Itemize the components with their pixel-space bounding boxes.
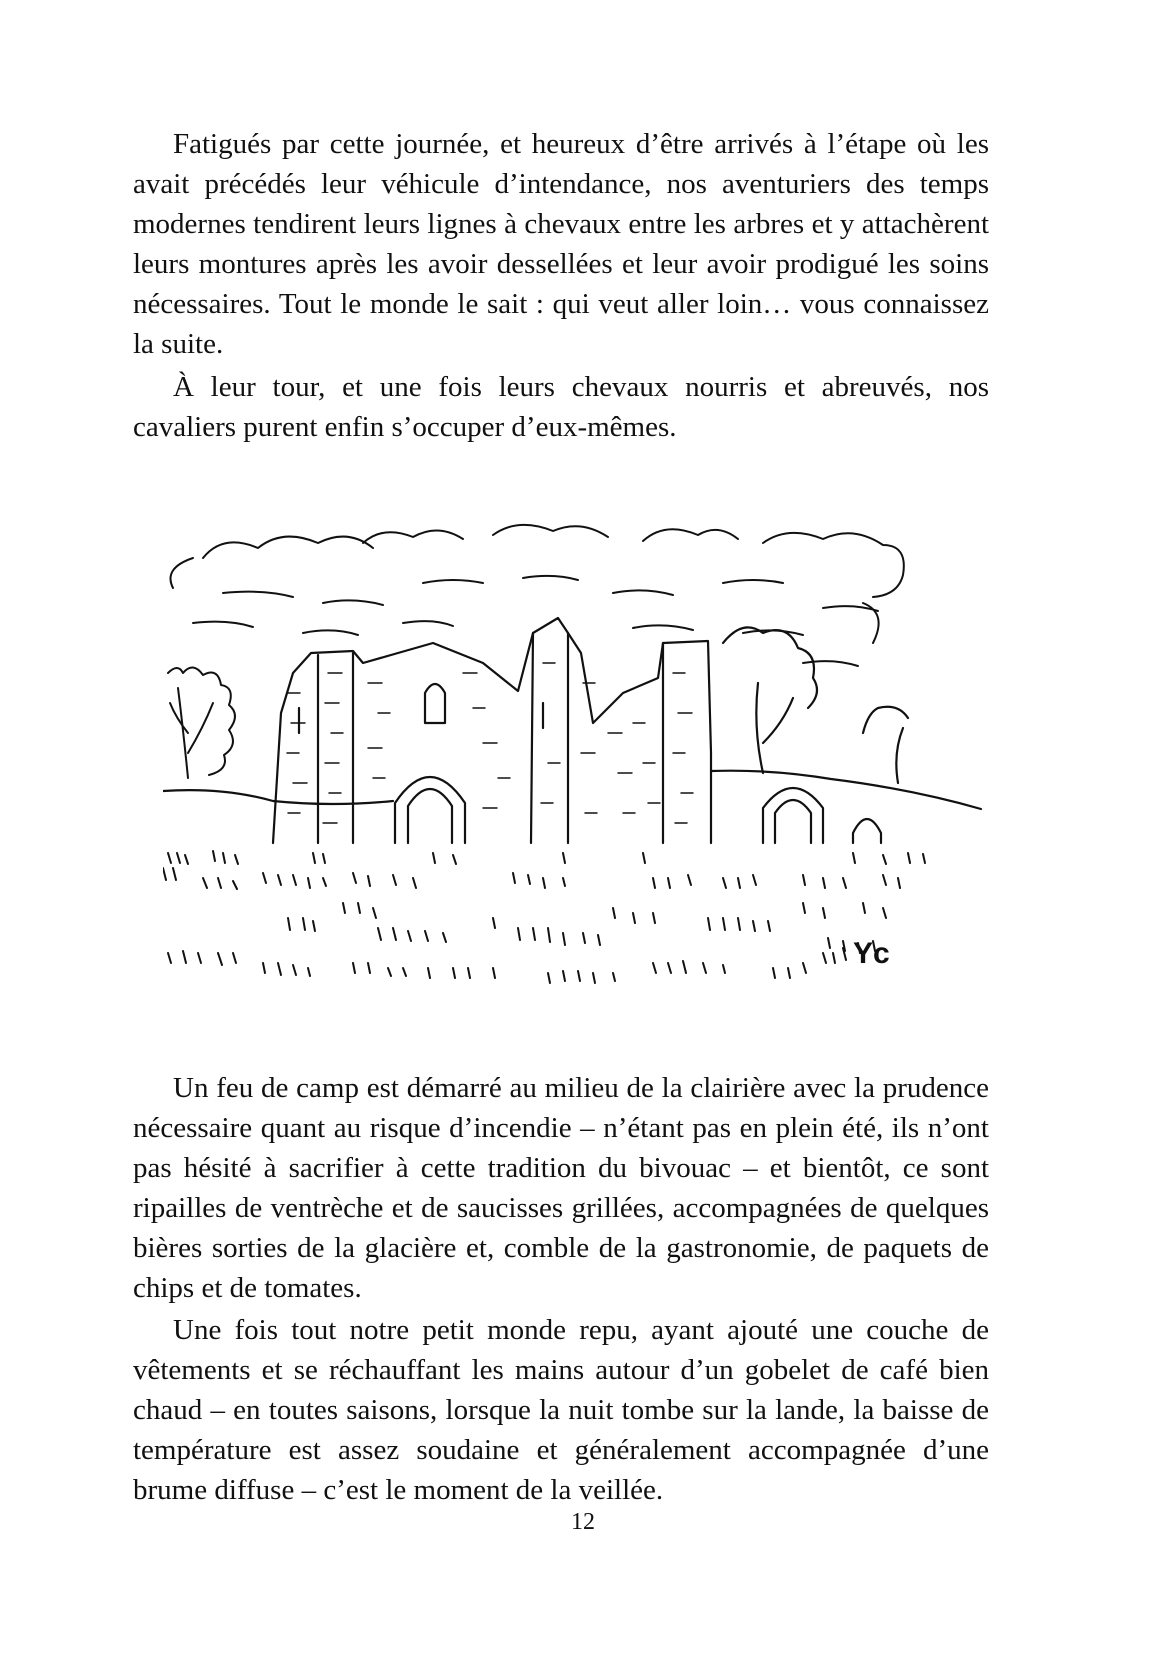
paragraph-4: Une fois tout notre petit monde repu, ayant ajouté une couche de vêtements et se réchauffant les mains autour d’un gobelet de café bien chaud – en toutes saisons, lorsque la nuit tombe sur la lande, la baisse de température est assez soudaine et généralement accompagnée d’une brume diffuse – c’est le moment de la veillée. (133, 1314, 989, 1506)
chapel-ruins-drawing (273, 618, 711, 843)
paragraph-2: À leur tour, et une fois leurs chevaux nourris et abreuvés, nos cavaliers purent enfin s’occuper d’eux-mêmes. (133, 371, 989, 443)
grass-drawing (163, 851, 925, 983)
clouds-drawing (171, 525, 904, 666)
paragraph-3: Un feu de camp est démarré au milieu de la clairière avec la prudence nécessaire quant au risque d’incendie – n’étant pas en plein été, ils n’ont pas hésité à sacrifier à cette tradition du bivouac – et bientôt, ce sont ripailles de ventrèche et de saucisses grillées, accompagnées de quelques bières sorties de la glacière et, comble de la gastronomie, de paquets de chips et de tomates. (133, 1072, 989, 1304)
left-tree-drawing (168, 667, 235, 778)
illustrator-signature: Yc (853, 937, 890, 970)
page-number: 12 (571, 1509, 595, 1535)
ruined-chapel-illustration (163, 523, 995, 1031)
right-wall-drawing (711, 627, 981, 843)
paragraph-1: Fatigués par cette journée, et heureux d’être arrivés à l’étape où les avait précédés leur véhicule d’intendance, nos aventuriers des temps modernes tendirent leurs lignes à chevaux entre les arbres et y attachèrent leurs montures après les avoir dessellées et leur avoir prodigué les soins nécessaires. Tout le monde le sait : qui veut aller loin… vous connaissez la suite. (133, 128, 989, 360)
